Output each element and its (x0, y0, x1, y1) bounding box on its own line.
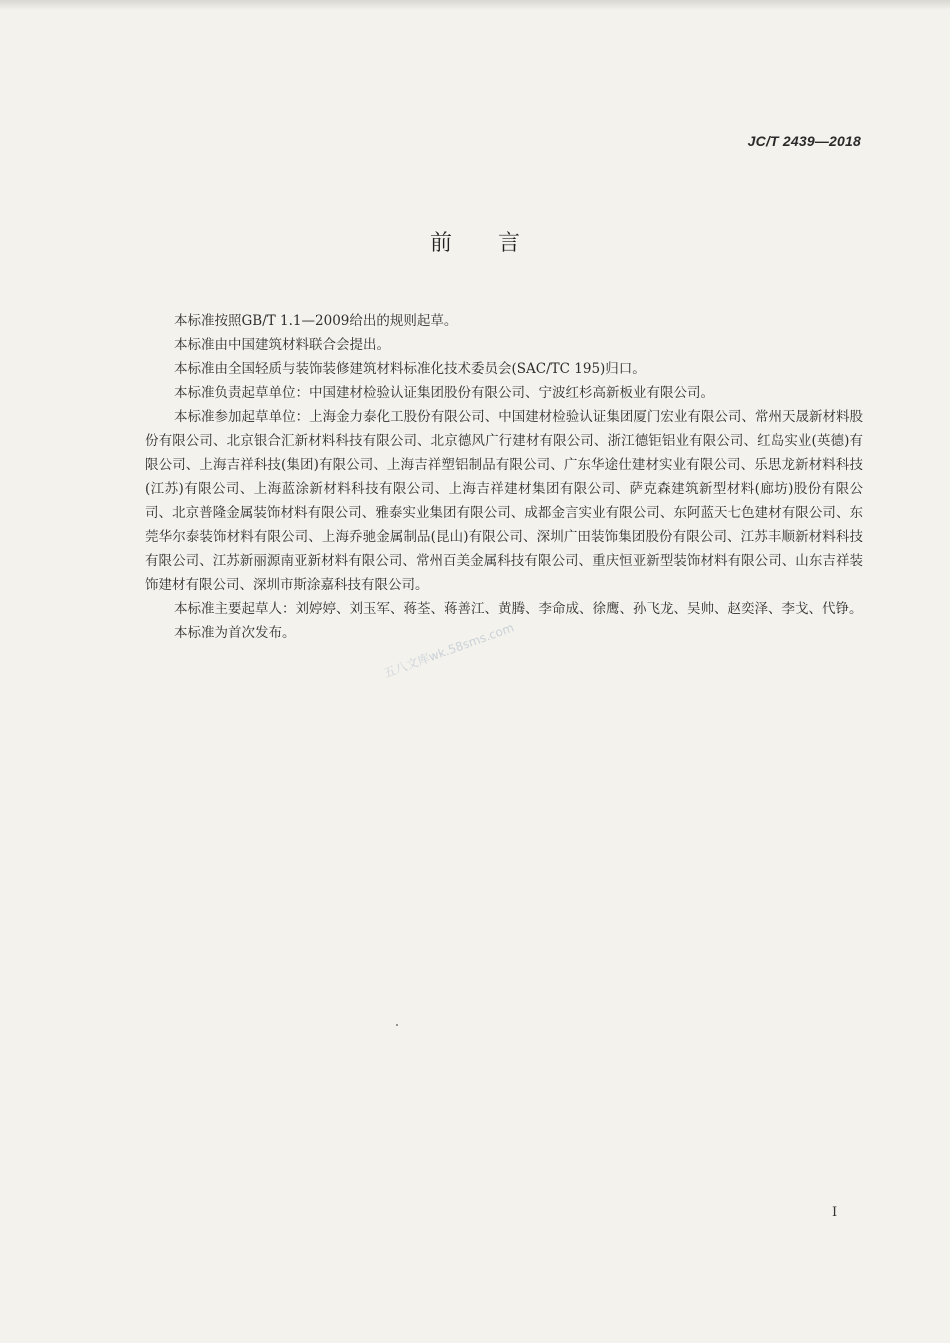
paragraph-main-drafters: 本标准主要起草人：刘婷婷、刘玉军、蒋荃、蒋善江、黄腾、李命成、徐鹰、孙飞龙、吴帅、赵奕泽、李戈、代铮。 (174, 601, 863, 617)
standard-code: JC/T 2439—2018 (747, 133, 861, 149)
page-number: I (832, 1205, 838, 1220)
paragraph-lead-drafters: 本标准负责起草单位：中国建材检验认证集团股份有限公司、宁波红杉高新板业有限公司。 (174, 385, 714, 401)
paragraph-drafting-rules: 本标准按照GB/T 1.1—2009给出的规则起草。 (174, 313, 458, 329)
page-title: 前言 (429, 231, 566, 256)
foreword-body (145, 309, 863, 645)
scan-speck (396, 1024, 398, 1026)
paragraph-participating-units: 本标准参加起草单位：上海金力泰化工股份有限公司、中国建材检验认证集团厦门宏业有限公司、常州天晟新材料股份有限公司、北京银合汇新材料科技有限公司、北京德风广行建材有限公司、浙江德钜铝业有限公司、红岛实业(英德)有限公司、上海吉祥科技(集团)有限公司、上海吉祥塑铝制品有限公司、广东华途仕建材实业有限公司、乐思龙新材料科技(江苏)有限公司、上海蓝涂新材料科技有限公司、上海吉祥建材集团有限公司、萨克森建筑新型材料(廊坊)股份有限公司、北京普隆金属装饰材料有限公司、雅泰实业集团有限公司、成都金言实业有限公司、东阿蓝天七色建材有限公司、东莞华尔泰装饰材料有限公司、上海乔驰金属制品(昆山)有限公司、深圳广田装饰集团股份有限公司、江苏丰顺新材料科技有限公司、江苏新丽源南亚新材料有限公司、常州百美金属科技有限公司、重庆恒亚新型装饰材料有限公司、山东吉祥装饰建材有限公司、深圳市斯涂嘉科技有限公司。 (145, 409, 863, 593)
scan-top-edge (0, 0, 950, 10)
paragraph-first-release: 本标准为首次发布。 (174, 625, 296, 641)
paragraph-proposer: 本标准由中国建筑材料联合会提出。 (174, 337, 390, 353)
watermark-text: 五八文库wk.58sms.com (381, 620, 516, 681)
paragraph-centralized: 本标准由全国轻质与装饰装修建筑材料标准化技术委员会(SAC/TC 195)归口。 (174, 361, 646, 377)
